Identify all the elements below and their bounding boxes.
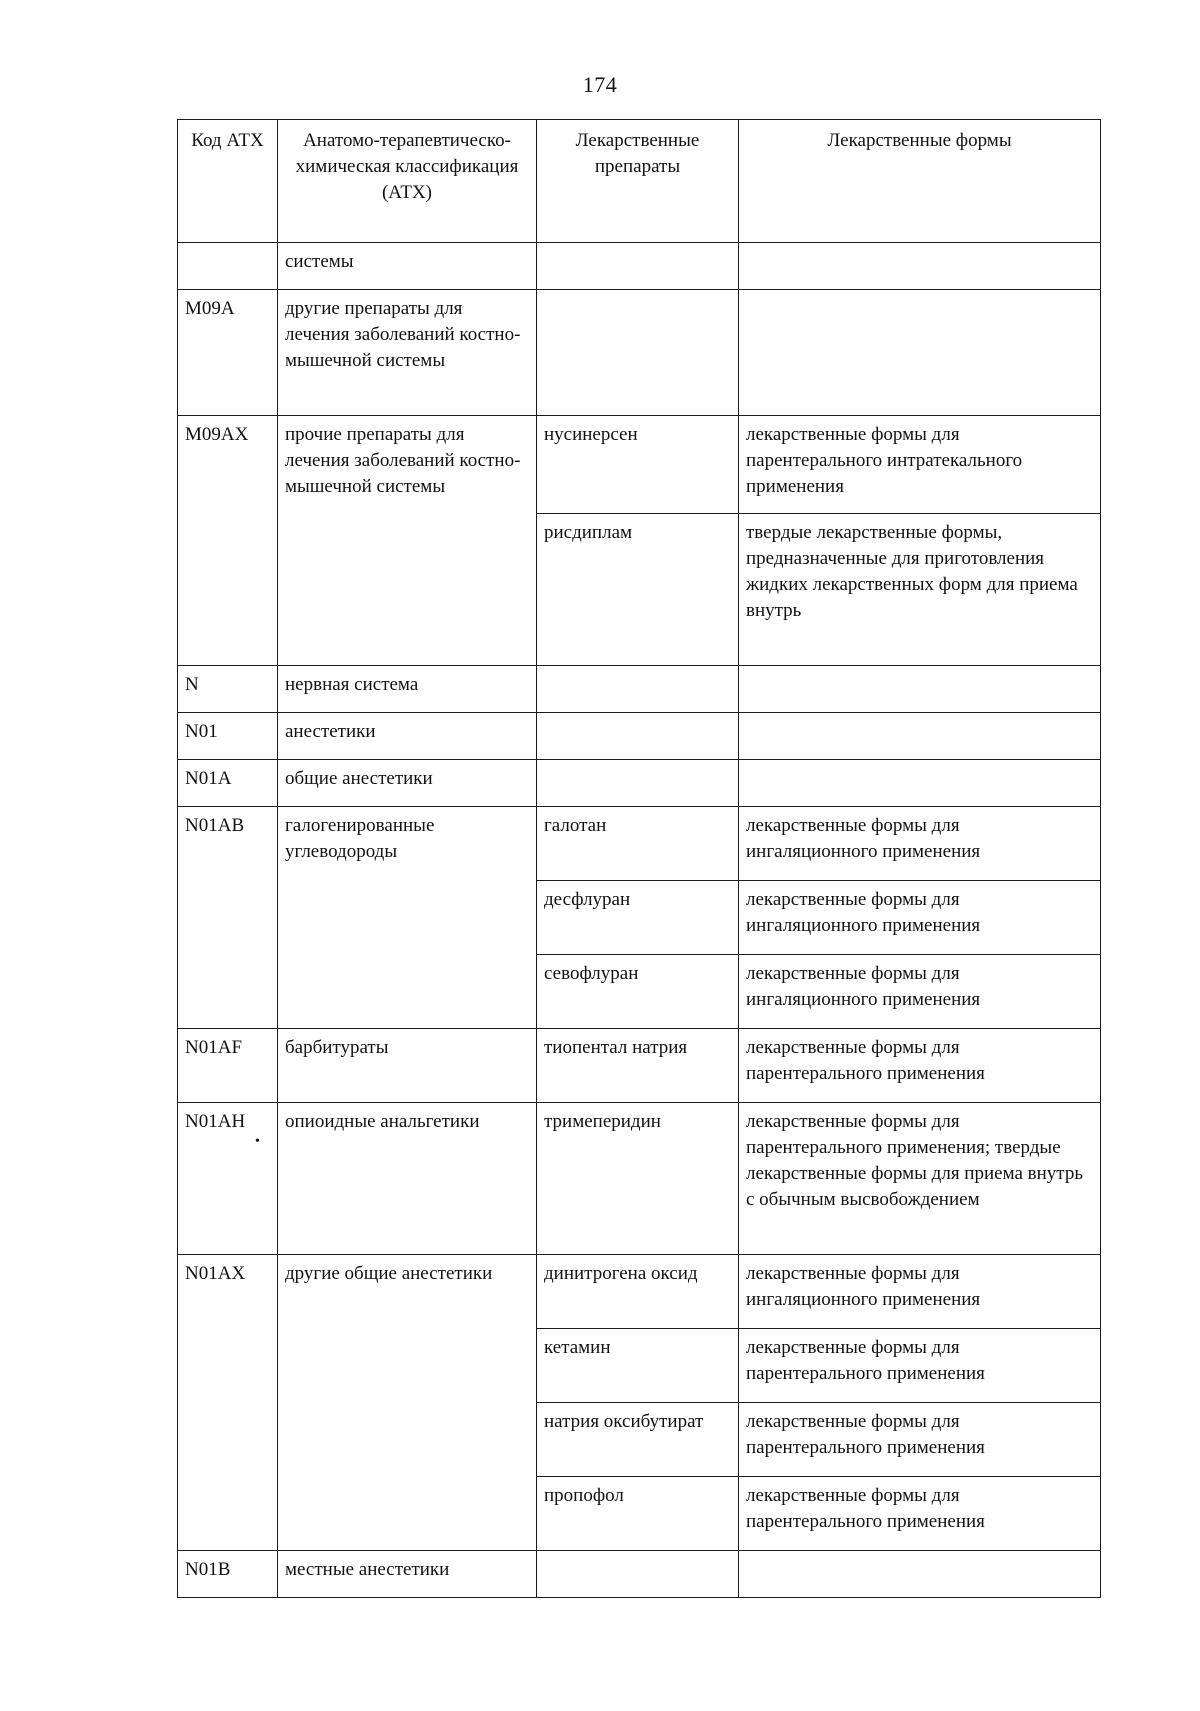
cell-form [739,243,1101,290]
cell-classification: местные анестетики [278,1551,537,1598]
cell-classification: другие препараты для лечения заболеваний костно-мышечной системы [278,290,537,416]
cell-drug: рисдиплам [537,514,739,666]
cell-form [739,290,1101,416]
cell-classification: другие общие анестетики [278,1255,537,1551]
cell-classification: барбитураты [278,1029,537,1103]
cell-code: M09AX [178,416,278,666]
cell-form [739,760,1101,807]
cell-drug: галотан [537,807,739,881]
cell-form: твердые лекарственные формы, предназначенные для приготовления жидких лекарственных форм для приема внутрь [739,514,1101,666]
cell-form: лекарственные формы для парентерального применения [739,1403,1101,1477]
table-row [178,1255,1101,1329]
cell-code: N01B [178,1551,278,1598]
header-row [178,120,1101,243]
header-forms: Лекарственные формы [739,120,1101,243]
cell-code [178,243,278,290]
cell-drug: тиопентал натрия [537,1029,739,1103]
table-row [178,290,1101,416]
stray-mark: • [255,1134,260,1149]
cell-code: M09A [178,290,278,416]
cell-classification: галогенированные углеводороды [278,807,537,1029]
cell-code: N01AF [178,1029,278,1103]
code-text: N01AH [185,1111,246,1132]
header-classification: Анатомо-терапевтическо-химическая классификация (АТХ) [278,120,537,243]
cell-form: лекарственные формы для ингаляционного применения [739,807,1101,881]
table-row [178,243,1101,290]
cell-drug [537,290,739,416]
cell-code: N01 [178,713,278,760]
cell-drug: севофлуран [537,955,739,1029]
table-row [178,713,1101,760]
table-row [178,760,1101,807]
cell-form [739,713,1101,760]
cell-form: лекарственные формы для парентерального интратекального применения [739,416,1101,514]
cell-classification: прочие препараты для лечения заболеваний костно-мышечной системы [278,416,537,666]
cell-drug [537,1551,739,1598]
cell-drug: пропофол [537,1477,739,1551]
atx-classification-table [177,119,1101,1598]
cell-form: лекарственные формы для ингаляционного применения [739,955,1101,1029]
cell-code: N01AB [178,807,278,1029]
table-row [178,1103,1101,1255]
cell-drug [537,713,739,760]
cell-form: лекарственные формы для парентерального применения [739,1477,1101,1551]
cell-drug: динитрогена оксид [537,1255,739,1329]
header-code: Код АТХ [178,120,278,243]
cell-drug [537,243,739,290]
page-number: 174 [582,72,618,97]
cell-code: N01A [178,760,278,807]
table-row [178,666,1101,713]
table-row [178,807,1101,881]
cell-code [178,1103,278,1255]
cell-form: лекарственные формы для ингаляционного применения [739,881,1101,955]
cell-classification: опиоидные анальгетики [278,1103,537,1255]
table-row [178,1551,1101,1598]
cell-drug: нусинерсен [537,416,739,514]
cell-form: лекарственные формы для парентерального применения; твердые лекарственные формы для приема внутрь с обычным высвобождением [739,1103,1101,1255]
cell-form [739,666,1101,713]
cell-drug: натрия оксибутират [537,1403,739,1477]
cell-classification: нервная система [278,666,537,713]
table-row [178,1029,1101,1103]
cell-drug: тримеперидин [537,1103,739,1255]
cell-drug [537,666,739,713]
cell-drug: десфлуран [537,881,739,955]
table-row [178,416,1101,514]
cell-classification: системы [278,243,537,290]
cell-form [739,1551,1101,1598]
cell-code: N01AX [178,1255,278,1551]
cell-classification: анестетики [278,713,537,760]
header-drugs: Лекарственные препараты [537,120,739,243]
cell-drug [537,760,739,807]
cell-classification: общие анестетики [278,760,537,807]
cell-code: N [178,666,278,713]
cell-form: лекарственные формы для ингаляционного применения [739,1255,1101,1329]
cell-form: лекарственные формы для парентерального применения [739,1029,1101,1103]
cell-drug: кетамин [537,1329,739,1403]
cell-form: лекарственные формы для парентерального применения [739,1329,1101,1403]
